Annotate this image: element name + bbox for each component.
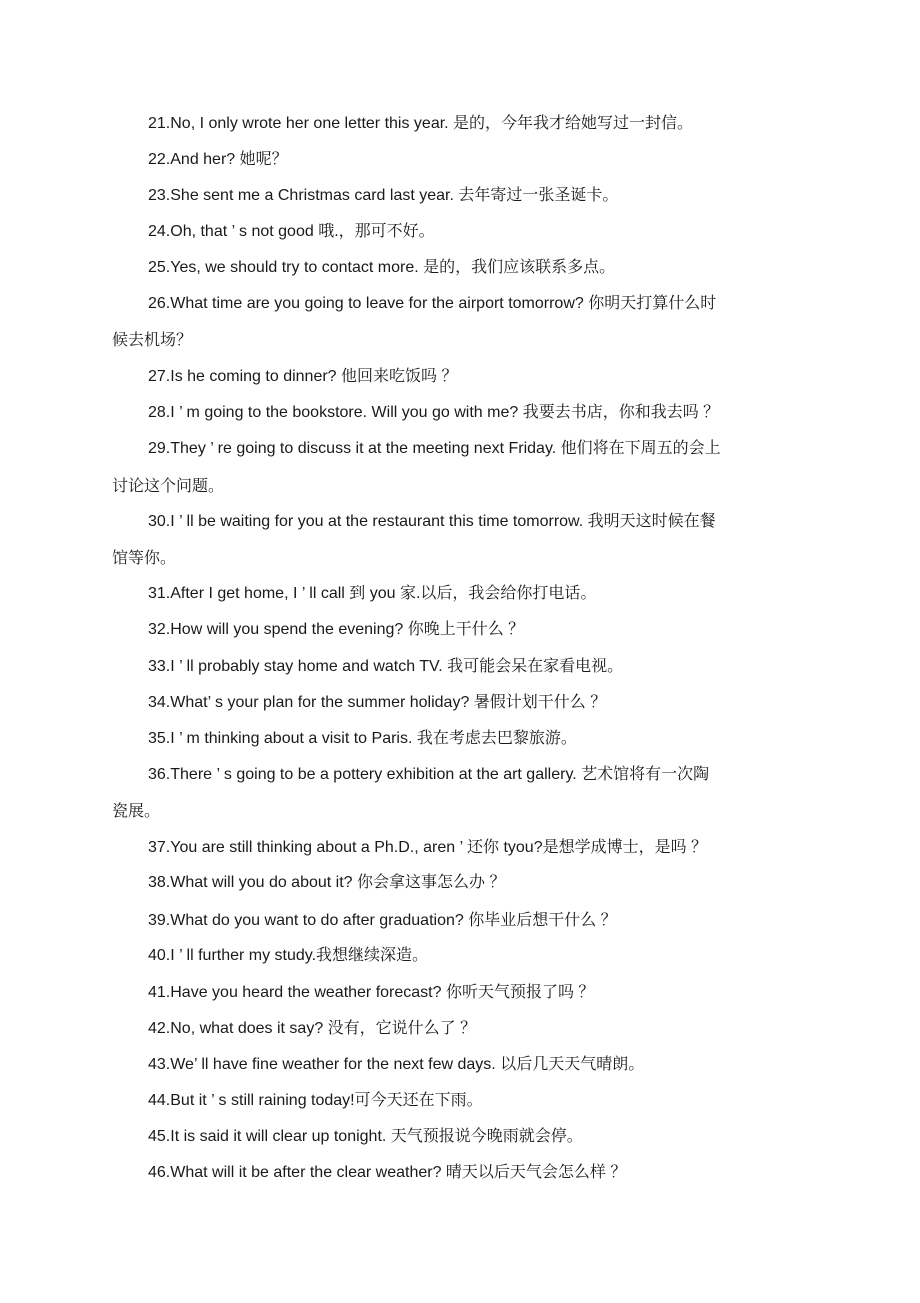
text-line-46: 46.What will it be after the clear weather? 晴天以后天气会怎么样 ？: [148, 1164, 627, 1181]
text-line-29-cont: 讨论这个问题。: [112, 478, 225, 495]
text-line-37: 37.You are still thinking about a Ph.D., aren ’ 还你 tyou?是想学成博士，是吗 ？: [148, 839, 708, 856]
text-line-30-cont: 馆等你。: [112, 550, 177, 567]
text-line-35: 35.I ’ m thinking about a visit to Paris. 我在考虑去巴黎旅游。: [148, 730, 577, 747]
text-line-21: 21.No, I only wrote her one letter this year. 是的，今年我才给她写过一封信。: [148, 115, 694, 132]
text-line-30: 30.I ’ ll be waiting for you at the restaurant this time tomorrow. 我明天这时候在餐: [148, 513, 716, 530]
text-line-36-cont: 瓷展。: [112, 803, 161, 820]
text-line-32: 32.How will you spend the evening? 你晚上干什么 ？: [148, 621, 525, 638]
text-line-25: 25.Yes, we should try to contact more. 是的，我们应该联系多点。: [148, 259, 616, 276]
text-line-28: 28.I ’ m going to the bookstore. Will you go with me? 我要去书店，你和我去吗 ？: [148, 404, 720, 421]
text-line-42: 42.No, what does it say? 没有，它说什么了 ？: [148, 1020, 477, 1037]
text-line-33: 33.I ’ ll probably stay home and watch TV. 我可能会呆在家看电视。: [148, 658, 624, 675]
text-line-45: 45.It is said it will clear up tonight. 天气预报说今晚雨就会停。: [148, 1128, 583, 1145]
text-line-23: 23.She sent me a Christmas card last year. 去年寄过一张圣诞卡。: [148, 187, 619, 204]
text-line-29: 29.They ’ re going to discuss it at the meeting next Friday. 他们将在下周五的会上: [148, 440, 721, 457]
text-line-41: 41.Have you heard the weather forecast? 你听天气预报了吗 ？: [148, 984, 595, 1001]
text-line-31: 31.After I get home, I ’ ll call 到 you 家.以后，我会给你打电话。: [148, 585, 597, 602]
text-line-43: 43.We’ ll have fine weather for the next few days. 以后几天天气晴朗。: [148, 1056, 645, 1073]
text-line-24: 24.Oh, that ’ s not good 哦.，那可不好。: [148, 223, 435, 240]
text-line-26: 26.What time are you going to leave for the airport tomorrow? 你明天打算什么时: [148, 295, 717, 312]
text-line-36: 36.There ’ s going to be a pottery exhibition at the art gallery. 艺术馆将有一次陶: [148, 766, 710, 783]
text-line-44: 44.But it ’ s still raining today!可今天还在下雨。: [148, 1092, 483, 1109]
text-line-40: 40.I ’ ll further my study.我想继续深造。: [148, 947, 429, 964]
text-line-38: 38.What will you do about it? 你会拿这事怎么办 ？: [148, 874, 506, 891]
text-line-26-cont: 候去机场？: [112, 332, 193, 349]
text-line-39: 39.What do you want to do after graduation? 你毕业后想干什么 ？: [148, 912, 617, 929]
text-line-27: 27.Is he coming to dinner? 他回来吃饭吗 ？: [148, 368, 458, 385]
text-line-22: 22.And her? 她呢？: [148, 151, 288, 168]
text-line-34: 34.What’ s your plan for the summer holiday? 暑假计划干什么 ？: [148, 694, 607, 711]
